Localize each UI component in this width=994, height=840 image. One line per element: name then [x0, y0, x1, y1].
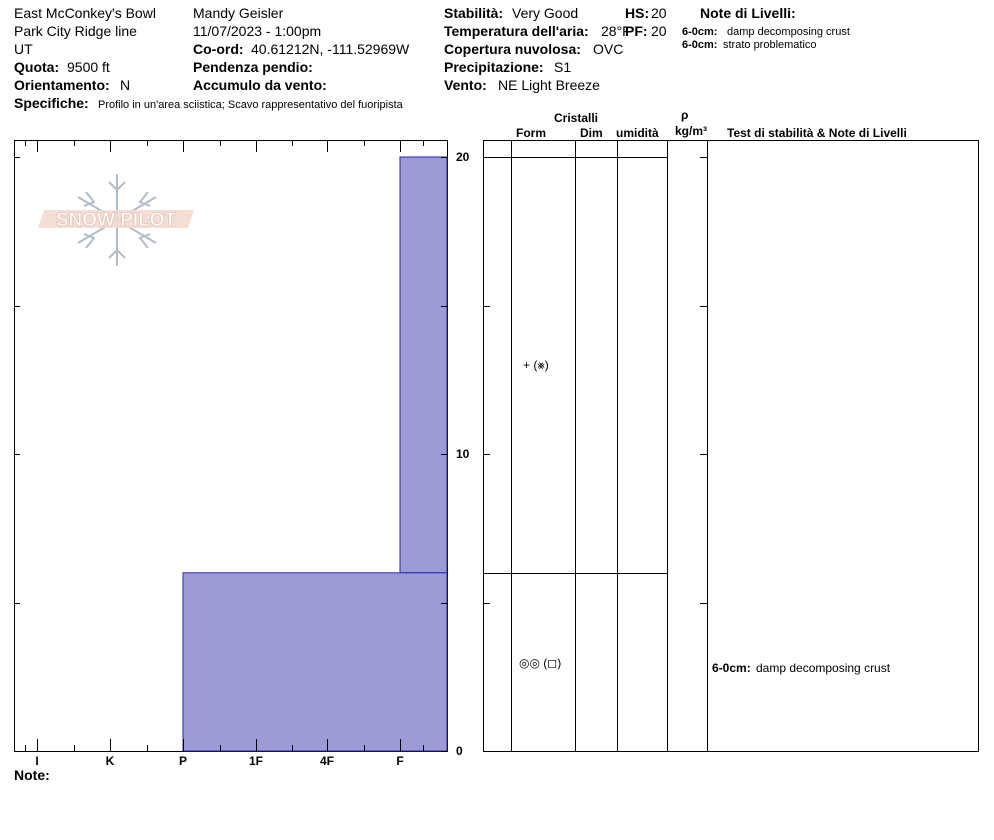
coord-value: 40.61212N, -111.52969W	[251, 41, 410, 57]
hardness-label: P	[178, 754, 188, 768]
location: East McConkey's Bowl	[14, 5, 156, 21]
hs-value: 20	[651, 5, 667, 21]
specifics-value: Profilo in un'area sciistica; Scavo rappresentativo del fuoripista	[98, 99, 403, 111]
air-temp-value: 28°F	[601, 23, 631, 39]
layer-note-depth: 6-0cm:	[682, 26, 718, 38]
layer-2-note-depth: 6-0cm:	[712, 661, 751, 675]
tests-header: Test di stabilità & Note di Livelli	[727, 126, 907, 140]
hardness-bars	[183, 157, 447, 751]
specifics-label: Specifiche:	[14, 95, 89, 111]
pf-value: 20	[651, 23, 667, 39]
depth-label: 10	[456, 447, 470, 461]
hardness-labels	[35, 754, 403, 768]
state: UT	[14, 41, 33, 57]
wind-label: Vento:	[444, 77, 487, 93]
layer-2-note-text: damp decomposing crust	[756, 661, 891, 675]
depth-labels	[456, 150, 470, 758]
layer-note-text: strato problematico	[723, 39, 817, 51]
aspect-value: N	[120, 77, 131, 93]
layer-2-form-symbol: ◎◎ (◻)	[519, 656, 562, 670]
slope-label: Pendenza pendio:	[193, 59, 313, 75]
logo-text: SNOW PILOT	[55, 210, 177, 231]
density-unit: kg/m³	[675, 124, 708, 138]
table-ticks	[483, 158, 707, 752]
coord-label: Co-ord:	[193, 41, 244, 57]
pf-label: PF:	[625, 23, 648, 39]
hardness-label: 1F	[248, 754, 264, 768]
crystals-header: Cristalli	[554, 111, 599, 125]
sky-label: Copertura nuvolosa:	[444, 41, 581, 57]
observer: Mandy Geisler	[193, 5, 284, 21]
sky-value: OVC	[593, 41, 624, 57]
hardness-label: K	[105, 754, 115, 768]
layer-note-depth: 6-0cm:	[682, 39, 718, 51]
hardness-label: F	[396, 754, 404, 768]
hardness-bar-2	[183, 573, 447, 751]
layer-1-form-symbol: + (⨳)	[523, 358, 549, 372]
depth-label: 20	[456, 150, 470, 164]
moisture-header: umidità	[616, 126, 659, 140]
wind-value: NE Light Breeze	[498, 77, 600, 93]
elevation-label: Quota:	[14, 59, 60, 75]
air-temp-label: Temperatura dell'aria:	[444, 23, 589, 39]
stability-value: Very Good	[512, 5, 579, 21]
note-label: Note:	[14, 767, 50, 783]
size-header: Dim	[580, 126, 603, 140]
area: Park City Ridge line	[14, 23, 137, 39]
hs-label: HS:	[625, 5, 650, 21]
stability-label: Stabilità:	[444, 5, 504, 21]
hardness-bar-1	[400, 157, 447, 573]
depth-label: 0	[456, 744, 463, 758]
density-symbol: ρ	[681, 108, 689, 122]
layer-notes-title: Note di Livelli:	[700, 5, 796, 21]
datetime: 11/07/2023 - 1:00pm	[193, 23, 322, 39]
layer-note-text: damp decomposing crust	[727, 26, 850, 38]
elevation-value: 9500 ft	[67, 59, 110, 75]
form-header: Form	[516, 126, 546, 140]
hardness-label: 4F	[319, 754, 335, 768]
precip-value: S1	[554, 59, 572, 75]
hardness-label: I	[35, 754, 39, 768]
wind-loading-label: Accumulo da vento:	[193, 77, 327, 93]
precip-label: Precipitazione:	[444, 59, 544, 75]
aspect-label: Orientamento:	[14, 77, 110, 93]
